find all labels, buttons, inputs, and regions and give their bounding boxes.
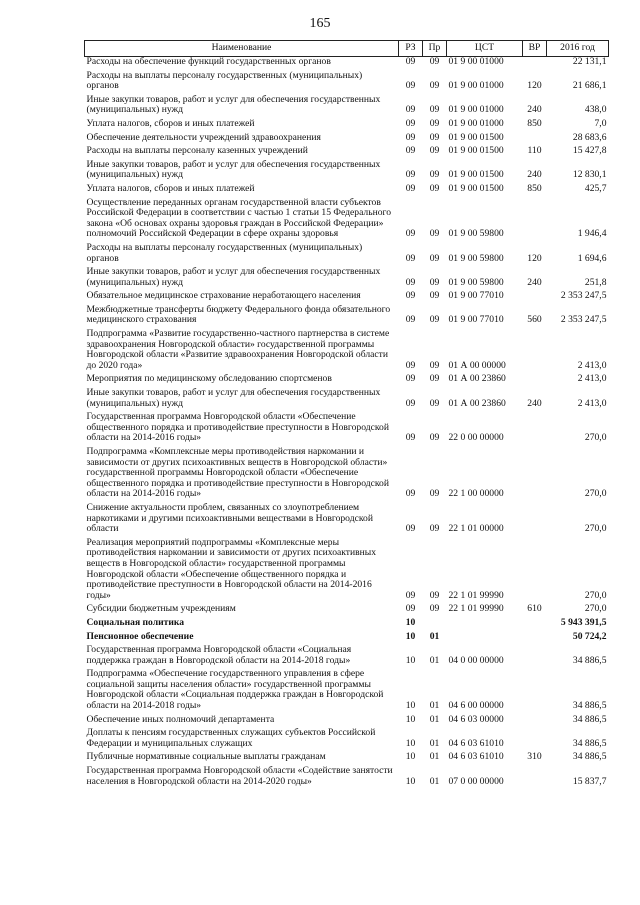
row-rz-cell: 09 bbox=[405, 104, 416, 116]
row-pr-cell: 01 bbox=[429, 775, 440, 787]
table-row bbox=[85, 645, 609, 669]
row-cst-cell: 01 9 00 59800 bbox=[448, 228, 504, 240]
row-sum-cell: 50 724,2 bbox=[572, 630, 607, 642]
row-name-cell: Пенсионное обеспечение bbox=[86, 630, 194, 642]
table-row bbox=[85, 632, 609, 646]
row-rz-cell: 09 bbox=[405, 117, 416, 129]
row-rz-cell: 09 bbox=[405, 290, 416, 302]
row-name-cell: Подпрограмма «Развитие государственно-частного партнерства в системе здравоохранения Новгородской области» государственной программы Новгородской области «Развитие здравоохранения Новгородской области до 2020 года» bbox=[86, 328, 390, 371]
table-row bbox=[85, 71, 609, 95]
row-pr-cell: 09 bbox=[429, 169, 440, 181]
row-name-cell: Подпрограмма «Обеспечение государственного управления в сфере социальной защиты населения области» государственной программы Новгородской области «Социальная поддержка граждан в Новгородской области на 2014-2018 годы» bbox=[86, 668, 384, 712]
row-sum-cell: 270,0 bbox=[584, 589, 607, 601]
row-vr-cell bbox=[523, 632, 547, 646]
row-cst-cell: 01 9 00 59800 bbox=[448, 276, 504, 288]
row-rz-cell: 09 bbox=[405, 314, 416, 326]
header-sum: 2016 год bbox=[547, 41, 609, 57]
row-pr-cell: 09 bbox=[429, 131, 440, 143]
row-name-cell: Иные закупки товаров, работ и услуг для обеспечения государственных (муниципальных) нужд bbox=[86, 93, 381, 116]
row-name-cell: Публичные нормативные социальные выплаты гражданам bbox=[86, 751, 326, 763]
row-pr-cell: 09 bbox=[429, 397, 440, 409]
row-vr-cell: 240 bbox=[527, 104, 542, 116]
row-rz-cell: 10 bbox=[405, 630, 416, 642]
table-row bbox=[85, 715, 609, 729]
row-sum-cell: 1 946,4 bbox=[577, 228, 607, 240]
row-sum-cell: 270,0 bbox=[584, 523, 607, 535]
row-rz-cell: 09 bbox=[405, 276, 416, 288]
row-pr-cell: 09 bbox=[429, 488, 440, 500]
row-sum-cell: 1 694,6 bbox=[577, 252, 607, 264]
row-pr-cell: 09 bbox=[429, 56, 440, 67]
row-cst-cell bbox=[447, 632, 523, 646]
row-rz-cell: 10 bbox=[405, 616, 416, 628]
row-rz-cell: 09 bbox=[405, 182, 416, 194]
row-rz-cell: 09 bbox=[405, 145, 416, 157]
row-name-cell: Субсидии бюджетным учреждениям bbox=[86, 603, 236, 615]
budget-table bbox=[84, 40, 609, 790]
row-name-cell: Обеспечение иных полномочий департамента bbox=[86, 713, 275, 725]
table-row bbox=[85, 198, 609, 243]
row-sum-cell: 425,7 bbox=[584, 182, 607, 194]
row-vr-cell bbox=[523, 728, 547, 752]
row-vr-cell: 850 bbox=[527, 117, 542, 129]
row-cst-cell: 01 А 00 23860 bbox=[448, 397, 506, 409]
row-vr-cell: 240 bbox=[527, 169, 542, 181]
row-name-cell: Доплаты к пенсиям государственных служащих субъектов Российской Федерации и муниципальных служащих bbox=[86, 727, 376, 749]
row-cst-cell: 01 А 00 23860 bbox=[448, 373, 506, 385]
row-rz-cell: 09 bbox=[405, 397, 416, 409]
table-row bbox=[85, 618, 609, 632]
table-row bbox=[85, 752, 609, 766]
row-rz-cell: 10 bbox=[405, 700, 416, 712]
row-name-cell: Уплата налогов, сборов и иных платежей bbox=[86, 117, 255, 129]
row-cst-cell: 22 0 00 00000 bbox=[448, 432, 504, 444]
row-vr-cell: 310 bbox=[527, 751, 542, 763]
row-sum-cell: 34 886,5 bbox=[572, 737, 607, 749]
row-name-cell: Подпрограмма «Комплексные меры противодействия наркомании и зависимости от других психоактивных веществ в Новгородской области» государственной программы Новгородской области «Обеспечение общественного порядка и противодействие преступности в Новгородской области на 2014-2016 годы» bbox=[86, 446, 389, 500]
row-name-cell: Государственная программа Новгородской области «Обеспечение общественного порядка и противодействие преступности в Новгородской области на 2014-2016 годы» bbox=[86, 411, 389, 444]
table-row bbox=[85, 133, 609, 147]
row-cst-cell: 01 9 00 77010 bbox=[448, 314, 504, 326]
row-sum-cell: 270,0 bbox=[584, 603, 607, 615]
row-sum-cell: 2 413,0 bbox=[577, 359, 607, 371]
row-name-cell: Иные закупки товаров, работ и услуг для обеспечения государственных (муниципальных) нужд bbox=[86, 387, 381, 409]
row-cst-cell: 01 9 00 77010 bbox=[448, 290, 504, 302]
row-sum-cell: 270,0 bbox=[584, 432, 607, 444]
row-pr-cell: 09 bbox=[429, 252, 440, 264]
row-sum-cell: 12 830,1 bbox=[572, 169, 607, 181]
row-sum-cell: 15 427,8 bbox=[572, 145, 607, 157]
row-cst-cell: 22 1 01 99990 bbox=[448, 589, 504, 601]
row-sum-cell: 34 886,5 bbox=[572, 751, 607, 763]
row-cst-cell: 22 1 00 00000 bbox=[448, 488, 504, 500]
row-pr-cell: 01 bbox=[429, 700, 440, 712]
table-row bbox=[85, 412, 609, 447]
row-cst-cell bbox=[447, 618, 523, 632]
row-rz-cell: 09 bbox=[405, 56, 416, 67]
row-name-cell: Осуществление переданных органам государственной власти субъектов Российской Федерации в соответствии с частью 1 статьи 15 Федерального закона «Об основах охраны здоровья граждан в Российской Федерации» полномочий Российской Федерации в сфере охраны здоровья bbox=[86, 196, 391, 240]
row-pr-cell: 01 bbox=[429, 630, 440, 642]
row-pr-cell: 09 bbox=[429, 314, 440, 326]
row-rz-cell: 09 bbox=[405, 373, 416, 385]
row-rz-cell: 09 bbox=[405, 228, 416, 240]
row-pr-cell: 09 bbox=[429, 589, 440, 601]
table-row bbox=[85, 388, 609, 412]
row-pr-cell: 09 bbox=[429, 290, 440, 302]
row-pr-cell: 09 bbox=[429, 373, 440, 385]
row-vr-cell bbox=[523, 329, 547, 374]
row-sum-cell: 270,0 bbox=[584, 488, 607, 500]
row-pr-cell: 09 bbox=[429, 104, 440, 116]
row-cst-cell: 04 0 00 00000 bbox=[448, 654, 504, 666]
table-header-row bbox=[85, 41, 609, 57]
row-rz-cell: 10 bbox=[405, 713, 416, 725]
row-name-cell: Обязательное медицинское страхование неработающего населения bbox=[86, 290, 361, 302]
row-cst-cell: 01 9 00 01000 bbox=[448, 56, 504, 67]
table-row bbox=[85, 146, 609, 160]
row-cst-cell: 01 9 00 01000 bbox=[448, 117, 504, 129]
row-cst-cell: 01 9 00 59800 bbox=[448, 252, 504, 264]
row-vr-cell: 120 bbox=[527, 80, 542, 92]
row-pr-cell: 01 bbox=[429, 737, 440, 749]
row-vr-cell: 240 bbox=[527, 397, 542, 409]
row-vr-cell: 560 bbox=[527, 314, 542, 326]
row-sum-cell: 2 353 247,5 bbox=[560, 314, 607, 326]
row-rz-cell: 09 bbox=[405, 359, 416, 371]
row-pr-cell: 09 bbox=[429, 145, 440, 157]
table-row bbox=[85, 119, 609, 133]
row-cst-cell: 22 1 01 00000 bbox=[448, 523, 504, 535]
row-cst-cell: 04 6 03 61010 bbox=[448, 751, 504, 763]
header-cst: ЦСТ bbox=[447, 41, 523, 57]
row-vr-cell bbox=[523, 374, 547, 388]
row-vr-cell bbox=[523, 618, 547, 632]
row-sum-cell: 7,0 bbox=[594, 117, 607, 129]
row-name-cell: Иные закупки товаров, работ и услуг для обеспечения государственных (муниципальных) нужд bbox=[86, 266, 381, 288]
row-rz-cell: 09 bbox=[405, 252, 416, 264]
row-name-cell: Расходы на выплаты персоналу государственных (муниципальных) органов bbox=[86, 69, 363, 92]
row-cst-cell: 01 9 00 01500 bbox=[448, 169, 504, 181]
row-pr-cell: 09 bbox=[429, 523, 440, 535]
header-name: Наименование bbox=[85, 41, 399, 57]
table-row bbox=[85, 538, 609, 605]
table-row bbox=[85, 305, 609, 329]
row-rz-cell: 10 bbox=[405, 775, 416, 787]
table-row bbox=[85, 374, 609, 388]
row-pr-cell: 09 bbox=[429, 276, 440, 288]
row-rz-cell: 10 bbox=[405, 751, 416, 763]
row-name-cell: Снижение актуальности проблем, связанных со злоупотреблением наркотиками и другими психоактивными веществами в Новгородской области bbox=[86, 501, 373, 535]
page-number: 165 bbox=[309, 16, 331, 31]
table-row bbox=[85, 669, 609, 714]
table-row bbox=[85, 766, 609, 790]
table-row bbox=[85, 95, 609, 119]
row-vr-cell: 610 bbox=[527, 603, 542, 615]
row-vr-cell bbox=[523, 766, 547, 790]
row-vr-cell bbox=[523, 645, 547, 669]
row-name-cell: Расходы на выплаты персоналу казенных учреждений bbox=[86, 145, 308, 157]
row-name-cell: Расходы на выплаты персоналу государственных (муниципальных) органов bbox=[86, 241, 363, 264]
row-name-cell: Мероприятия по медицинскому обследованию спортсменов bbox=[86, 373, 332, 385]
row-cst-cell: 01 9 00 01500 bbox=[448, 145, 504, 157]
row-rz-cell: 10 bbox=[405, 654, 416, 666]
row-sum-cell: 5 943 391,5 bbox=[560, 616, 607, 628]
row-cst-cell: 01 9 00 01000 bbox=[448, 80, 504, 92]
row-rz-cell: 09 bbox=[405, 523, 416, 535]
table-row bbox=[85, 329, 609, 374]
row-name-cell: Расходы на обеспечение функций государственных органов bbox=[86, 56, 331, 67]
row-vr-cell bbox=[523, 503, 547, 538]
table-row bbox=[85, 184, 609, 198]
header-rz: РЗ bbox=[399, 41, 423, 57]
row-vr-cell bbox=[523, 447, 547, 503]
table-row bbox=[85, 160, 609, 184]
row-pr-cell: 09 bbox=[429, 117, 440, 129]
row-pr-cell: 09 bbox=[429, 603, 440, 615]
row-rz-cell: 09 bbox=[405, 131, 416, 143]
row-vr-cell bbox=[523, 291, 547, 305]
table-row bbox=[85, 503, 609, 538]
row-sum-cell: 2 413,0 bbox=[577, 397, 607, 409]
row-name-cell: Социальная политика bbox=[86, 616, 185, 628]
row-vr-cell: 120 bbox=[527, 252, 542, 264]
row-rz-cell: 09 bbox=[405, 80, 416, 92]
row-pr-cell: 09 bbox=[429, 359, 440, 371]
table-row bbox=[85, 604, 609, 618]
row-rz-cell: 09 bbox=[405, 589, 416, 601]
row-pr-cell bbox=[423, 618, 447, 632]
row-name-cell: Государственная программа Новгородской области «Социальная поддержка граждан в Новгородской области на 2014-2018 годы» bbox=[86, 644, 352, 666]
row-pr-cell: 09 bbox=[429, 80, 440, 92]
table-row bbox=[85, 291, 609, 305]
row-name-cell: Межбюджетные трансферты бюджету Федерального фонда обязательного медицинского страхования bbox=[86, 303, 391, 326]
row-rz-cell: 09 bbox=[405, 432, 416, 444]
row-cst-cell: 04 6 03 61010 bbox=[448, 737, 504, 749]
header-vr: ВР bbox=[523, 41, 547, 57]
row-rz-cell: 09 bbox=[405, 169, 416, 181]
row-vr-cell bbox=[523, 412, 547, 447]
row-cst-cell: 04 6 03 00000 bbox=[448, 713, 504, 725]
row-rz-cell: 09 bbox=[405, 603, 416, 615]
row-sum-cell: 34 886,5 bbox=[572, 713, 607, 725]
table-row bbox=[85, 267, 609, 291]
header-pr: Пр bbox=[423, 41, 447, 57]
table-row bbox=[85, 57, 609, 71]
row-sum-cell: 34 886,5 bbox=[572, 654, 607, 666]
row-rz-cell: 10 bbox=[405, 737, 416, 749]
row-cst-cell: 22 1 01 99990 bbox=[448, 603, 504, 615]
row-sum-cell: 22 131,1 bbox=[572, 56, 607, 67]
row-pr-cell: 01 bbox=[429, 751, 440, 763]
row-cst-cell: 04 6 00 00000 bbox=[448, 700, 504, 712]
row-vr-cell bbox=[523, 57, 547, 71]
row-cst-cell: 01 9 00 01000 bbox=[448, 104, 504, 116]
row-vr-cell bbox=[523, 198, 547, 243]
table-row bbox=[85, 728, 609, 752]
row-pr-cell: 09 bbox=[429, 228, 440, 240]
row-cst-cell: 01 А 00 00000 bbox=[448, 359, 506, 371]
row-sum-cell: 21 686,1 bbox=[572, 80, 607, 92]
row-vr-cell: 850 bbox=[527, 182, 542, 194]
row-name-cell: Иные закупки товаров, работ и услуг для обеспечения государственных (муниципальных) нужд bbox=[86, 158, 381, 181]
row-pr-cell: 01 bbox=[429, 713, 440, 725]
row-sum-cell: 251,8 bbox=[584, 276, 607, 288]
table-row bbox=[85, 243, 609, 267]
row-vr-cell: 240 bbox=[527, 276, 542, 288]
row-cst-cell: 01 9 00 01500 bbox=[448, 131, 504, 143]
row-vr-cell: 110 bbox=[527, 145, 542, 157]
row-sum-cell: 2 353 247,5 bbox=[560, 290, 607, 302]
row-vr-cell bbox=[523, 669, 547, 714]
row-pr-cell: 01 bbox=[429, 654, 440, 666]
row-name-cell: Обеспечение деятельности учреждений здравоохранения bbox=[86, 131, 321, 143]
row-name-cell: Реализация мероприятий подпрограммы «Комплексные меры противодействия наркомании и зависимости от других психоактивных веществ в Новгородской области» государственной программы Новгородской области «Обеспечение общественного порядка и противодействие преступности в Новгородской области на 2014-2016 годы» bbox=[86, 536, 377, 601]
row-vr-cell bbox=[523, 715, 547, 729]
row-pr-cell: 09 bbox=[429, 182, 440, 194]
row-name-cell: Государственная программа Новгородской области «Содействие занятости населения в Новгородской области на 2014-2020 годы» bbox=[86, 765, 393, 787]
row-sum-cell: 2 413,0 bbox=[577, 373, 607, 385]
row-sum-cell: 28 683,6 bbox=[572, 131, 607, 143]
row-vr-cell bbox=[523, 133, 547, 147]
row-sum-cell: 438,0 bbox=[584, 104, 607, 116]
row-cst-cell: 01 9 00 01500 bbox=[448, 182, 504, 194]
table-row bbox=[85, 447, 609, 503]
row-rz-cell: 09 bbox=[405, 488, 416, 500]
row-vr-cell bbox=[523, 538, 547, 605]
row-pr-cell: 09 bbox=[429, 432, 440, 444]
row-sum-cell: 15 837,7 bbox=[572, 775, 607, 787]
row-cst-cell: 07 0 00 00000 bbox=[448, 775, 504, 787]
row-name-cell: Уплата налогов, сборов и иных платежей bbox=[86, 182, 255, 194]
row-sum-cell: 34 886,5 bbox=[572, 700, 607, 712]
